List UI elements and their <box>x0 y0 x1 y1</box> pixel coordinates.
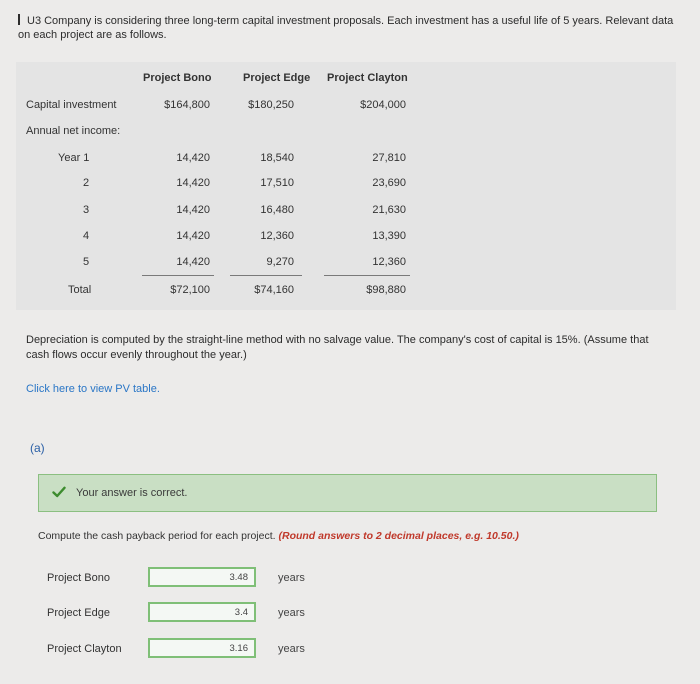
total-clayton: $98,880 <box>366 284 406 296</box>
depreciation-note: Depreciation is computed by the straight-line method with no salvage value. The company's cost of capital is 15%. (Assume that cash flows occur evenly throughout the year.) <box>26 334 649 361</box>
cell-edge-y2: 17,510 <box>260 177 294 189</box>
cell-bono-y4: 14,420 <box>176 230 210 242</box>
answer-label-edge: Project Edge <box>47 607 110 619</box>
payback-input-edge[interactable]: 3.4 <box>148 602 256 622</box>
cell-clayton-y1: 27,810 <box>372 152 406 164</box>
row-label-year-3: 3 <box>83 204 90 216</box>
cell-edge-y4: 12,360 <box>260 230 294 242</box>
row-label-year-2: 2 <box>83 177 90 189</box>
total-label: Total <box>68 284 92 296</box>
answer-correct-banner <box>38 474 657 512</box>
unit-years-edge: years <box>278 607 305 619</box>
cell-clayton-y5: 12,360 <box>372 256 406 268</box>
row-label-year-4: 4 <box>83 230 90 242</box>
cell-edge-y1: 18,540 <box>260 152 294 164</box>
row-label-year-1: Year 1 <box>58 152 90 164</box>
investment-data-table <box>16 62 676 310</box>
cell-bono-y1: 14,420 <box>176 152 210 164</box>
check-icon <box>52 485 66 499</box>
answer-label-clayton: Project Clayton <box>47 643 122 655</box>
annual-net-income-label: Annual net income: <box>26 125 121 137</box>
cell-clayton-y4: 13,390 <box>372 230 406 242</box>
total-rule-edge <box>230 275 302 276</box>
cell-edge-y3: 16,480 <box>260 204 294 216</box>
cell-bono-y2: 14,420 <box>176 177 210 189</box>
cell-edge-y5: 9,270 <box>266 256 294 268</box>
cell-clayton-y2: 23,690 <box>372 177 406 189</box>
total-rule-bono <box>142 275 214 276</box>
header-project-clayton: Project Clayton <box>327 72 408 84</box>
total-bono: $72,100 <box>170 284 210 296</box>
question-instruction: Compute the cash payback period for each project. (Round answers to 2 decimal places, e.g. 10.50.) <box>38 530 519 542</box>
payback-input-bono[interactable]: 3.48 <box>148 567 256 587</box>
header-project-bono: Project Bono <box>143 72 212 84</box>
header-project-edge: Project Edge <box>243 72 311 84</box>
text-cursor-icon <box>18 14 26 25</box>
capital-edge: $180,250 <box>248 99 294 111</box>
answer-correct-text: Your answer is correct. <box>76 487 188 499</box>
pv-table-link[interactable]: Click here to view PV table. <box>26 383 160 395</box>
intro-text: U3 Company is considering three long-term capital investment proposals. Each investment has a useful life of 5 years. Relevant data on each project are as follows. <box>18 15 674 41</box>
capital-clayton: $204,000 <box>360 99 406 111</box>
unit-years-clayton: years <box>278 643 305 655</box>
total-rule-clayton <box>324 275 410 276</box>
answer-label-bono: Project Bono <box>47 572 110 584</box>
capital-investment-label: Capital investment <box>26 99 117 111</box>
row-label-year-5: 5 <box>83 256 90 268</box>
part-a-label: (a) <box>30 441 45 455</box>
cell-bono-y5: 14,420 <box>176 256 210 268</box>
capital-bono: $164,800 <box>164 99 210 111</box>
cell-bono-y3: 14,420 <box>176 204 210 216</box>
total-edge: $74,160 <box>254 284 294 296</box>
payback-input-clayton[interactable]: 3.16 <box>148 638 256 658</box>
unit-years-bono: years <box>278 572 305 584</box>
cell-clayton-y3: 21,630 <box>372 204 406 216</box>
